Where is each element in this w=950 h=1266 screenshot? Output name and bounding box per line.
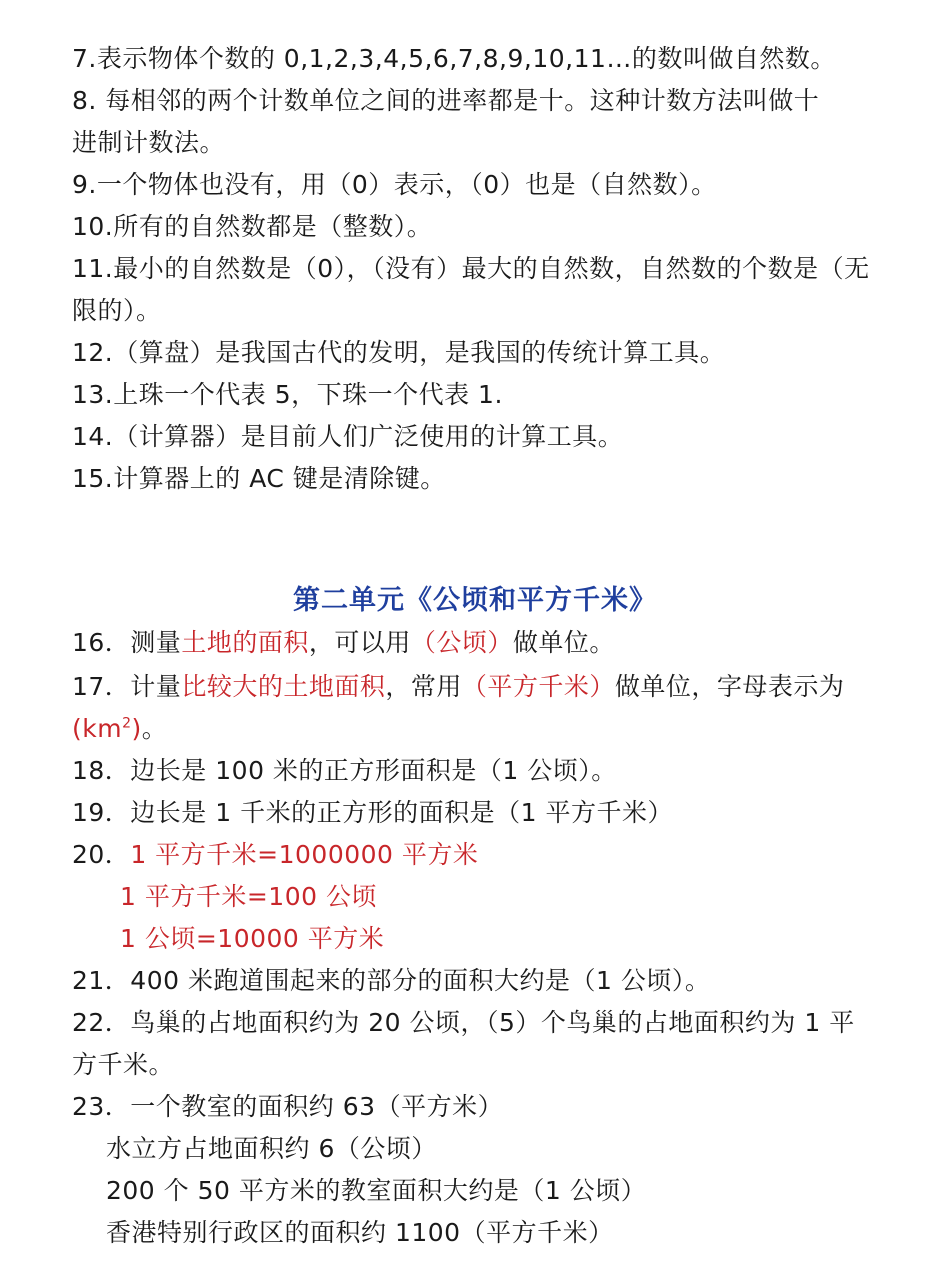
item-17-line2: [72, 714, 167, 744]
item-11-line2: 限的）。: [72, 296, 162, 325]
item-23-sub-1: 水立方占地面积约 6（公顷）: [106, 1134, 437, 1163]
item-23-sub-2: 200 个 50 平方米的教室面积大约是（1 公顷）: [106, 1176, 647, 1205]
item-16-mid: ，可以用: [308, 628, 411, 657]
item-8-line2: 进制计数法。: [72, 128, 226, 157]
item-15: 15.计算器上的 AC 键是清除键。: [72, 464, 446, 493]
item-14: 14.（计算器）是目前人们广泛使用的计算工具。: [72, 422, 624, 451]
item-20-conversion-2: 1 平方千米=100 公顷: [120, 882, 377, 911]
item-18: 18．边长是 100 米的正方形面积是（1 公顷）。: [72, 756, 617, 785]
item-16-red-term: 土地的面积: [181, 628, 309, 657]
item-12: 12.（算盘）是我国古代的发明，是我国的传统计算工具。: [72, 338, 726, 367]
item-7: 7.表示物体个数的 0,1,2,3,4,5,6,7,8,9,10,11…的数叫做自然数。: [72, 44, 836, 73]
item-20-prefix: 20．: [72, 840, 131, 869]
item-9: 9.一个物体也没有，用（0）表示，（0）也是（自然数）。: [72, 170, 717, 199]
item-16-prefix: 16．测量: [72, 628, 182, 657]
item-13: 13.上珠一个代表 5，下珠一个代表 1.: [72, 380, 503, 409]
item-17-suffix: 做单位，字母表示为: [614, 672, 845, 701]
item-17-red-term: 比较大的土地面积: [181, 672, 386, 701]
item-8-line1: 8. 每相邻的两个计数单位之间的进率都是十。这种计数方法叫做十: [72, 86, 820, 115]
item-20-conversion-3: 1 公顷=10000 平方米: [120, 924, 385, 953]
item-17-end: 。: [141, 714, 168, 743]
item-17-unit-sup: 2: [122, 715, 132, 732]
item-23-sub-3: 香港特别行政区的面积约 1100（平方千米）: [106, 1218, 614, 1247]
item-23: 23．一个教室的面积约 63（平方米）: [72, 1092, 504, 1121]
item-21: 21．400 米跑道围起来的部分的面积大约是（1 公顷）。: [72, 966, 711, 995]
item-19: 19．边长是 1 千米的正方形的面积是（1 平方千米）: [72, 798, 673, 827]
item-17-line1: [72, 672, 844, 702]
item-16: [72, 628, 615, 658]
item-16-red-unit: （公顷）: [410, 628, 513, 657]
item-20-line1: [72, 840, 478, 870]
item-17-mid: ，常用: [385, 672, 462, 701]
item-17-prefix: 17．计量: [72, 672, 182, 701]
item-22-line2: 方千米。: [72, 1050, 175, 1079]
item-22-line1: 22．鸟巢的占地面积约为 20 公顷，（5）个鸟巢的占地面积约为 1 平: [72, 1008, 855, 1037]
item-20-conversion-1: 1 平方千米=1000000 平方米: [130, 840, 479, 869]
item-17-unit-close: ): [131, 714, 142, 743]
item-16-suffix: 做单位。: [512, 628, 615, 657]
item-17-red-unit: （平方千米）: [461, 672, 615, 701]
section-heading: 第二单元《公顷和平方千米》: [293, 585, 657, 616]
item-11-line1: 11.最小的自然数是（0），（没有）最大的自然数，自然数的个数是（无: [72, 254, 870, 283]
item-17-unit-open: (km: [72, 714, 123, 743]
item-10: 10.所有的自然数都是（整数）。: [72, 212, 433, 241]
